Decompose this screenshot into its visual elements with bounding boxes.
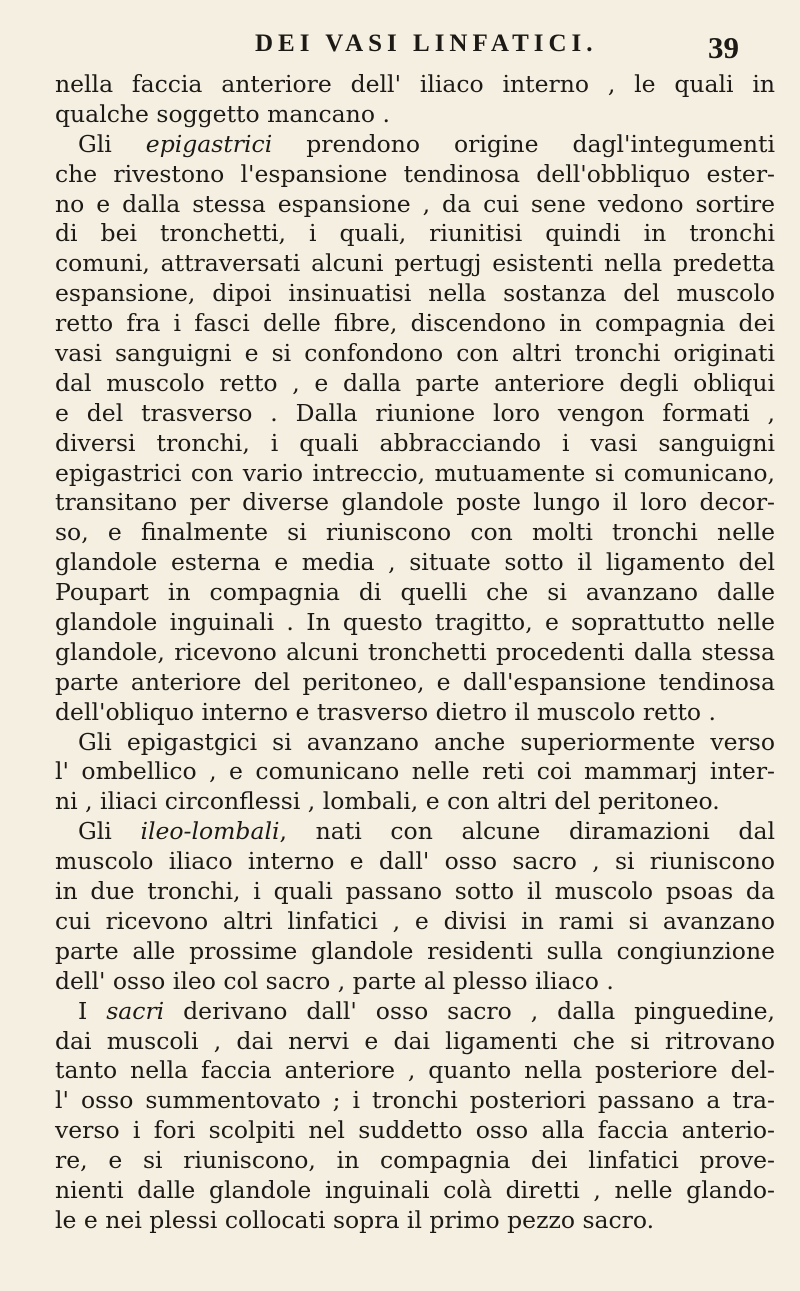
text-line-paragraph-start <box>55 817 775 847</box>
text-line: tanto nella faccia anteriore , quanto nella posteriore del- <box>55 1056 775 1085</box>
italic-term-sacri: sacri <box>106 996 165 1025</box>
line-suffix: prendono origine dagl'integumenti <box>272 129 775 158</box>
text-line: l' osso summentovato ; i tronchi posteriori passano a tra- <box>55 1086 775 1115</box>
text-line: dell' osso ileo col sacro , parte al plesso iliaco . <box>55 966 614 995</box>
text-line: glandole, ricevono alcuni tronchetti procedenti dalla stessa <box>55 637 775 666</box>
line-prefix: Gli <box>78 817 141 846</box>
text-line: dell'obliquo interno e trasverso dietro il muscolo retto . <box>55 697 716 726</box>
text-line: comuni, attraversati alcuni pertugj esistenti nella predetta <box>55 249 775 278</box>
text-line: di bei tronchetti, i quali, riunitisi quindi in tronchi <box>55 219 775 248</box>
text-line: glandole inguinali . In questo tragitto, e soprattutto nelle <box>55 608 775 637</box>
running-head <box>0 30 800 70</box>
text-line: no e dalla stessa espansione , da cui sene vedono sortire <box>55 189 775 218</box>
text-line: nienti dalle glandole inguinali colà diretti , nelle glando- <box>55 1175 775 1204</box>
text-line: transitano per diverse glandole poste lungo il loro decor- <box>55 488 775 517</box>
line-prefix: I <box>78 996 107 1025</box>
line-suffix: , nati con alcune diramazioni dal <box>279 817 775 846</box>
text-line: in due tronchi, i quali passano sotto il muscolo psoas da <box>55 877 775 906</box>
text-line: vasi sanguigni e si confondono con altri tronchi originati <box>55 339 775 368</box>
text-line: ni , iliaci circonflessi , lombali, e con altri del peritoneo. <box>55 787 720 816</box>
line-suffix: derivano dall' osso sacro , dalla pinguedine, <box>164 996 775 1025</box>
text-line: re, e si riuniscono, in compagnia dei linfatici prove- <box>55 1146 775 1175</box>
text-line: diversi tronchi, i quali abbracciando i vasi sanguigni <box>55 428 775 457</box>
line-prefix: Gli <box>78 129 146 158</box>
text-line-paragraph-start <box>55 997 775 1027</box>
text-line: le e nei plessi collocati sopra il primo pezzo sacro. <box>55 1205 655 1234</box>
text-line: cui ricevono altri linfatici , e divisi in rami si avanzano <box>55 906 775 935</box>
text-line: parte anteriore del peritoneo, e dall'espansione tendinosa <box>55 667 775 696</box>
body-text <box>55 70 775 1236</box>
text-line: l' ombellico , e comunicano nelle reti coi mammarj inter- <box>55 757 775 786</box>
text-line: muscolo iliaco interno e dall' osso sacro , si riuniscono <box>55 847 775 876</box>
text-line: che rivestono l'espansione tendinosa dell'obbliquo ester- <box>55 159 775 188</box>
text-line: e del trasverso . Dalla riunione loro vengon formati , <box>55 398 775 427</box>
text-line: retto fra i fasci delle fibre, discendono in compagnia dei <box>55 309 775 338</box>
text-line: espansione, dipoi insinuatisi nella sostanza del muscolo <box>55 279 775 308</box>
italic-term-epigastrici: epigastrici <box>145 129 273 158</box>
page-number: 39 <box>708 30 739 65</box>
italic-term-ileo-lombali: ileo-lombali <box>140 817 280 846</box>
text-line: dai muscoli , dai nervi e dai ligamenti che si ritrovano <box>55 1026 775 1055</box>
text-line: Poupart in compagnia di quelli che si avanzano dalle <box>55 578 775 607</box>
text-line: glandole esterna e media , situate sotto il ligamento del <box>55 548 775 577</box>
text-line: Gli epigastgici si avanzano anche superiormente verso <box>78 727 775 756</box>
text-line: dal muscolo retto , e dalla parte anteriore degli obliqui <box>55 368 775 397</box>
text-line-paragraph-start <box>55 130 775 160</box>
text-line: nella faccia anteriore dell' iliaco interno , le quali in <box>55 70 775 98</box>
text-line: verso i fori scolpiti nel suddetto osso alla faccia anterio- <box>55 1116 775 1145</box>
text-line: parte alle prossime glandole residenti sulla congiunzione <box>55 936 775 965</box>
running-title: DEI VASI LINFATICI. <box>255 30 598 57</box>
text-line: qualche soggetto mancano . <box>55 99 390 128</box>
text-line: so, e finalmente si riuniscono con molti tronchi nelle <box>55 518 775 547</box>
text-line: epigastrici con vario intreccio, mutuamente si comunicano, <box>55 458 775 487</box>
